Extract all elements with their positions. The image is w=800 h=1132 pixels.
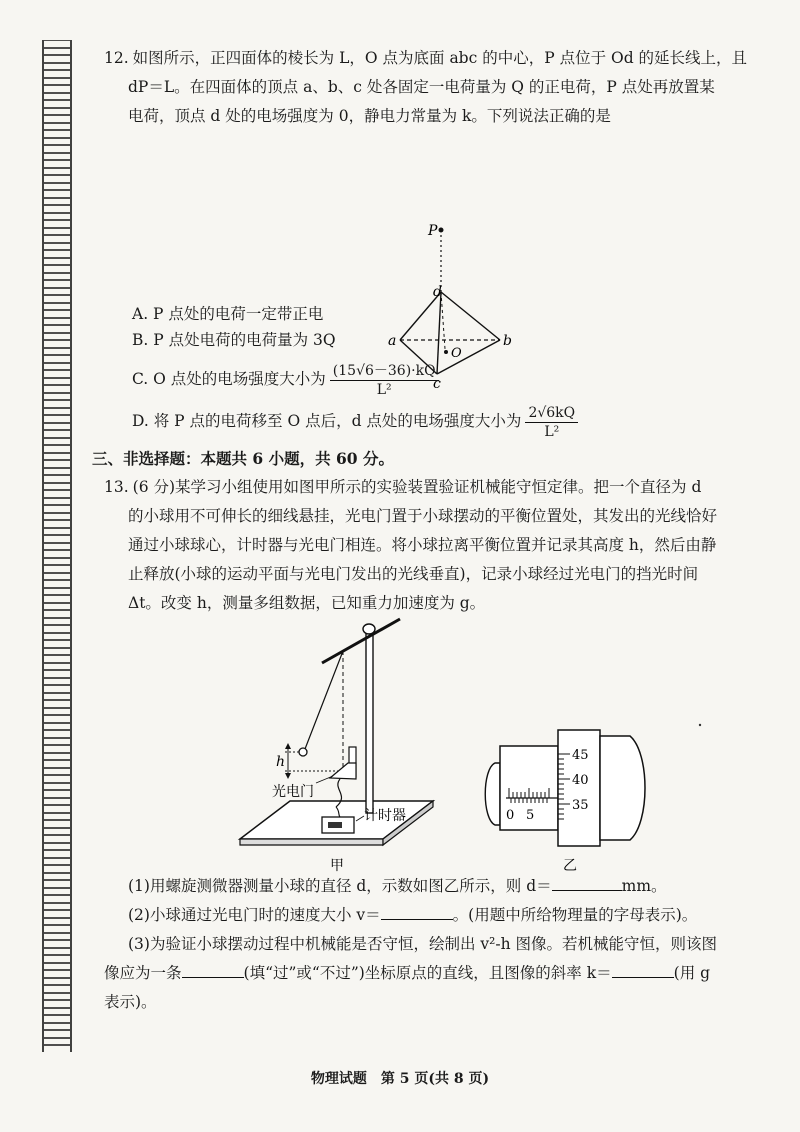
q12-option-b: B. P 点处电荷的电荷量为 3Q <box>132 331 336 349</box>
q12-option-d: D. 将 P 点的电荷移至 O 点后，d 点处的电场强度大小为 $\frac{2√6kQ}{\text{L²}}$ <box>104 399 764 443</box>
q12-option-d-fraction: $\frac{2√6kQ}{\text{L²}}$ <box>525 404 578 441</box>
experiment-figures <box>104 618 764 874</box>
answer-blank-slope[interactable] <box>612 961 674 978</box>
label-b: b <box>503 333 512 349</box>
gate-label: 光电门 <box>272 784 314 800</box>
label-o: O <box>451 346 462 361</box>
page-content <box>92 44 764 1017</box>
q13-sub1: (1)用螺旋测微器测量小球的直径 d，示数如图乙所示，则 d＝ mm。 <box>104 872 764 901</box>
q13-stem-line1: 13. (6 分)某学习小组使用如图甲所示的实验装置验证机械能守恒定律。把一个直径为 d <box>104 478 702 496</box>
figure-yi-micrometer <box>485 730 645 874</box>
q13-number: 13. <box>104 478 129 496</box>
stand-pole <box>366 628 373 813</box>
q13-stem-line3: 通过小球球心，计时器与光电门相连。将小球拉离平衡位置并记录其高度 h，然后由静 <box>128 536 717 554</box>
clamp <box>363 624 375 634</box>
label-a: a <box>388 333 397 349</box>
q12-option-c-fraction: $\frac{(15√6-36)\cdot kQ}{\text{L²}}$ <box>330 362 439 399</box>
answer-blank-d[interactable] <box>552 874 622 891</box>
answer-blank-origin[interactable] <box>182 961 244 978</box>
point-o-dot <box>444 350 448 354</box>
q13-stem-line5: Δt。改变 h，测量多组数据，已知重力加速度为 g。 <box>128 594 486 612</box>
q12-stem-line3: 电荷，顶点 d 处的电场强度为 0，静电力常量为 k。下列说法正确的是 <box>128 107 611 125</box>
ratchet-end <box>600 736 645 840</box>
fig-yi-caption: 乙 <box>563 858 577 874</box>
timer-label: 计时器 <box>364 808 406 824</box>
figure-jia-apparatus <box>240 619 433 874</box>
base-platform-edge <box>240 839 383 845</box>
ball <box>299 748 307 756</box>
timer-display <box>328 822 342 828</box>
q13-sub3-line2: 像应为一条 (填“过”或“不过”)坐标原点的直线，且图像的斜率 k＝ (用 g <box>104 959 764 988</box>
q12-stem-line1: 12. 如图所示，正四面体的棱长为 L，O 点为底面 abc 的中心，P 点位于 Od 的延长线上，且 <box>104 49 748 67</box>
string-swung <box>305 651 343 749</box>
q12-option-c: C. O 点处的电场强度大小为 $\frac{(15√6-36)\cdot kQ}{\text{L²}}$ <box>104 359 764 399</box>
q13-sub2: (2)小球通过光电门时的速度大小 v＝ 。(用题中所给物理量的字母表示)。 <box>104 901 764 930</box>
gate-label-leader <box>316 776 333 783</box>
h-label: h <box>276 754 286 770</box>
thimble-label-35: 35 <box>572 798 589 813</box>
q12-option-a: A. P 点处的电荷一定带正电 <box>132 305 324 323</box>
anvil-end <box>485 763 500 825</box>
h-arrow-head-top <box>285 743 291 749</box>
label-d: d <box>433 284 442 300</box>
q13-stem-line4: 止释放(小球的运动平面与光电门发出的光线垂直)，记录小球经过光电门的挡光时间 <box>128 565 699 583</box>
page-footer: 物理试题 第 5 页(共 8 页) <box>310 1071 490 1087</box>
q13-sub3-line3: 表示)。 <box>104 993 157 1011</box>
sleeve-label-5: 5 <box>526 808 535 823</box>
crossbar <box>322 619 400 663</box>
label-c: c <box>433 376 441 392</box>
thimble-label-45: 45 <box>572 748 589 763</box>
label-p: P <box>428 223 438 239</box>
q12-stem-line2: dP＝L。在四面体的顶点 a、b、c 处各固定一电荷量为 Q 的正电荷，P 点处再放置某 <box>128 78 715 96</box>
decorative-border-strip <box>42 40 72 1052</box>
q12-number: 12. <box>104 49 129 67</box>
thimble-label-40: 40 <box>572 773 589 788</box>
stray-dot <box>699 724 701 726</box>
section-3-heading: 三、非选择题：本题共 6 小题，共 60 分。 <box>92 449 394 468</box>
answer-blank-v[interactable] <box>381 903 453 920</box>
q13-sub3-line1: (3)为验证小球摆动过程中机械能是否守恒，绘制出 v²-h 图像。若机械能守恒，则该图 <box>128 935 718 953</box>
q13-stem-line2: 的小球用不可伸长的细线悬挂，光电门置于小球摆动的平衡位置处，其发出的光线恰好 <box>128 507 718 525</box>
sleeve-label-0: 0 <box>506 808 515 823</box>
fig-jia-caption: 甲 <box>330 858 344 874</box>
h-arrow-head-bottom <box>285 773 291 779</box>
